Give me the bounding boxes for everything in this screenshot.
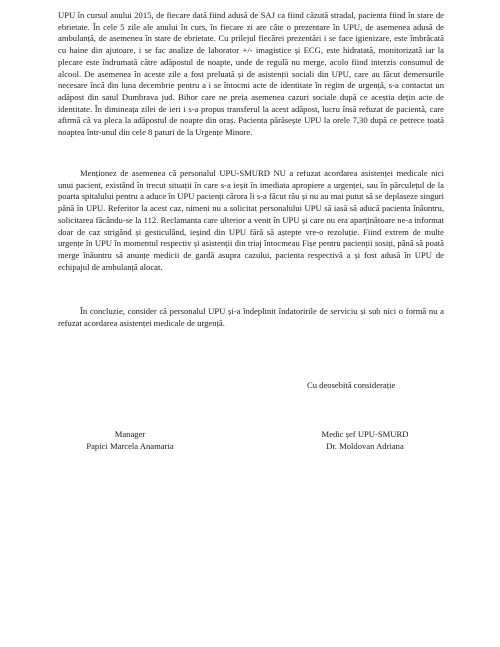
signature-block-manager bbox=[55, 428, 205, 452]
paragraph-staff-statement: Menționez de asemenea că personalul UPU-SMURD NU a refuzat acordarea asistenței medicale nici unui pacient, existând în trecut situații în care s-a ieșit în imediata apropiere a urgenței, sau în părculețul de la poarta spitalului pentru a aduce în UPU pacienți cărora li s-a făcut rău și nu au mai putut să se deplaseze singuri până în UPU. Referitor la acest caz, nimeni nu a solicitat personalului UPU să iasă să aducă pacienta înăuntru, solicitarea făcându-se la 112. Reclamanta care ulterior a venit în UPU și care nu era aparținătoare ne-a informat doar de caz strigând și gesticulând, ieșind din UPU fără să aștepte vre-o rezoluție. Fiind extrem de multe urgențe în UPU în momentul respectiv și asistenții din triaj întocmeau Fișe pentru pacienții sosiți, până să poată merge înăuntru să anunțe medicii de gardă asupra cazului, pacienta respectivă a și fost adusă în UPU de echipajul de ambulanță alocat. bbox=[58, 168, 444, 272]
closing-salutation: Cu deosebită considerație bbox=[307, 380, 396, 390]
signature-title-chief-physician: Medic șef UPU-SMURD bbox=[321, 429, 409, 439]
signature-name-manager: Papici Marcela Anamaria bbox=[86, 441, 174, 451]
paragraph-case-history: UPU în cursul anului 2015, de fiecare dată fiind adusă de SAJ ca fiind căzută stradal, pacienta fiind în stare de ebrietate. În cele 5 zile ale anului în curs, în fiecare zi are câte o prezentare în UPU, de asemenea adusă de ambulanță, de asemenea în stare de ebrietate. Cu prilejul fiecărei prezentări i se face igienizare, este îmbrăcată cu haine din ajutoare, i se fac analize de laborator +/- imagistice și ECG, este hidratată, monitorizată iar la plecare este îndrumată către adăpostul de noapte, unde de regulă nu merge, acolo fiind interzis consumul de alcool. De asemenea în aceste zile a fost preluată și de asistenții sociali din UPU, care au făcut demersurile necesare încă din luna decembrie pentru a i se întocmi acte de identitate în regim de urgență, s-a contactat un adăpost din satul Dumbrava jud. Bihor care ne preia asemenea cazuri sociale după ce aceștia dețin acte de identitate. În dimineața zilei de ieri i s-a propus transferul la acest adăpost, lucru însă refuzat de pacientă, care afirmă că va pleca la adăpostul de noapte din oraș. Pacienta părăsește UPU la orele 7,30 după ce petrece toată noaptea într-unul din cele 8 paturi de la Urgențe Minore. bbox=[58, 10, 444, 138]
signature-name-chief-physician: Dr. Moldovan Adriana bbox=[326, 441, 404, 451]
signature-block-chief-physician bbox=[290, 428, 440, 452]
paragraph-conclusion: În concluzie, consider că personalul UPU și-a îndeplinit îndatoririle de serviciu și sub nici o formă nu a refuzat acordarea asistenței medicale de urgență. bbox=[58, 306, 444, 328]
signature-title-manager: Manager bbox=[114, 429, 146, 439]
